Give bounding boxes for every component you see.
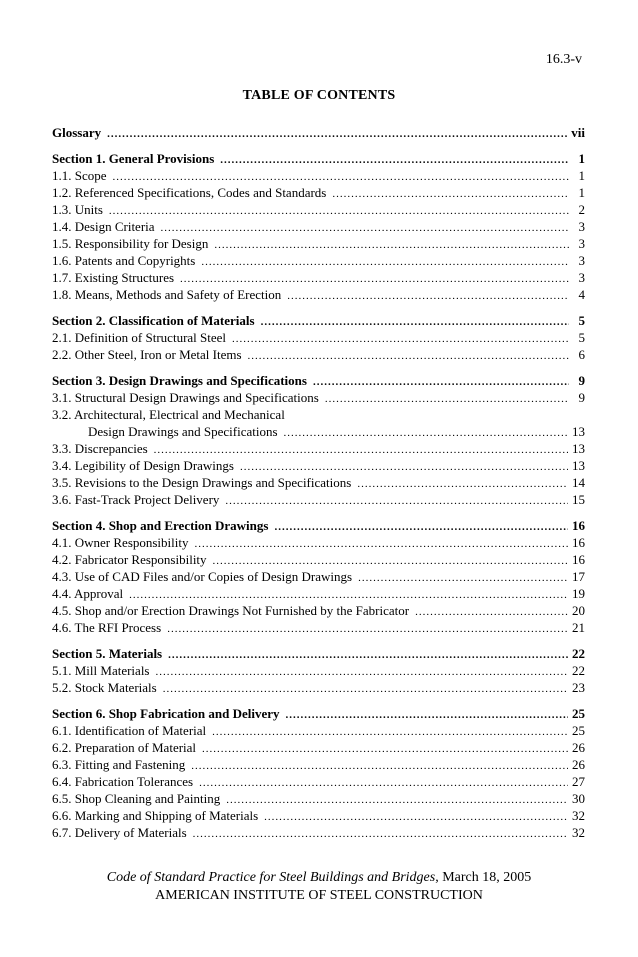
toc-entry-page: 21 [572, 620, 585, 635]
toc-entry-label: 4.5. Shop and/or Erection Drawings Not Furnished by the Fabricator [52, 603, 410, 618]
dot-leader [415, 604, 568, 619]
toc-entry-page: 13 [572, 441, 585, 456]
toc-entry [52, 184, 585, 201]
toc-entry-label: 6.1. Identification of Material [52, 723, 207, 738]
toc-entry-label: 4.3. Use of CAD Files and/or Copies of Design Drawings [52, 569, 353, 584]
dot-leader [332, 186, 569, 201]
toc-section-heading [52, 645, 585, 662]
dot-leader [156, 664, 569, 679]
toc-entry-label: 1.1. Scope [52, 168, 107, 183]
toc-entry-label: 1.6. Patents and Copyrights [52, 253, 196, 268]
toc-entry-label: 4.2. Fabricator Responsibility [52, 552, 207, 567]
toc-entry [52, 201, 585, 218]
toc-entry-label: 3.3. Discrepancies [52, 441, 148, 456]
toc-entry-page: 1 [578, 185, 585, 200]
toc-entry [52, 585, 585, 602]
toc-entry-page: 16 [572, 552, 585, 567]
toc-entry-page: 26 [572, 757, 585, 772]
toc-entry-page: 27 [572, 774, 585, 789]
toc-section-heading [52, 517, 585, 534]
dot-leader [201, 254, 569, 269]
dot-leader [313, 374, 569, 389]
dot-leader [154, 442, 568, 457]
dot-leader [168, 647, 568, 662]
toc-entry-page: 32 [572, 808, 585, 823]
toc-entry [52, 440, 585, 457]
toc-entry-page: 25 [572, 706, 585, 721]
section-gap [52, 696, 585, 705]
toc-entry-page: 15 [572, 492, 585, 507]
section-gap [52, 363, 585, 372]
toc-entry-label: 1.4. Design Criteria [52, 219, 155, 234]
dot-leader [113, 169, 569, 184]
toc-entry-page: 17 [572, 569, 585, 584]
dot-leader [193, 826, 568, 841]
dot-leader [167, 621, 568, 636]
toc-entry [52, 167, 585, 184]
toc-entry-page: 1 [578, 151, 585, 166]
dot-leader [284, 425, 568, 440]
toc-entry [52, 346, 585, 363]
toc-entry [52, 269, 585, 286]
dot-leader [220, 152, 569, 167]
toc-entry [52, 235, 585, 252]
toc-entry-page: 9 [578, 390, 585, 405]
toc-entry [52, 491, 585, 508]
dot-leader [248, 348, 569, 363]
toc-entry-page: 2 [578, 202, 585, 217]
toc-entry [52, 756, 585, 773]
toc-entry-label: Design Drawings and Specifications [88, 424, 278, 439]
toc-entry-page: 13 [572, 424, 585, 439]
dot-leader [199, 775, 568, 790]
toc-entry [52, 457, 585, 474]
toc-entry-page: 1 [578, 168, 585, 183]
toc-section-heading [52, 372, 585, 389]
toc-entry [52, 722, 585, 739]
footer-book-title: Code of Standard Practice for Steel Buildings and Bridges [106, 870, 436, 885]
dot-leader [287, 288, 569, 303]
toc-entry-page: 22 [572, 646, 585, 661]
dot-leader [325, 391, 569, 406]
dot-leader [180, 271, 569, 286]
toc-entry-page: 6 [578, 347, 585, 362]
toc-entry [52, 329, 585, 346]
toc-entry [52, 406, 585, 423]
dot-leader [358, 570, 568, 585]
toc-entry-label: Section 1. General Provisions [52, 151, 215, 166]
toc-entry [52, 679, 585, 696]
footer-date: , March 18, 2005 [435, 870, 532, 885]
toc-entry-page: 32 [572, 825, 585, 840]
toc-entry-label: 6.3. Fitting and Fastening [52, 757, 186, 772]
toc-entry [52, 534, 585, 551]
section-gap [52, 508, 585, 517]
toc-entry-page: 5 [578, 313, 585, 328]
dot-leader [261, 314, 569, 329]
dot-leader [161, 220, 569, 235]
toc-entry-label: 4.1. Owner Responsibility [52, 535, 189, 550]
toc-section-heading [52, 150, 585, 167]
toc-section-heading [52, 312, 585, 329]
toc-entry-page: 14 [572, 475, 585, 490]
toc-entry-page: 26 [572, 740, 585, 755]
toc-entry-label: 1.3. Units [52, 202, 103, 217]
toc-entry-page: vii [571, 125, 585, 140]
toc-entry-label: 3.1. Structural Design Drawings and Specifications [52, 390, 319, 405]
toc-entry-label: Section 5. Materials [52, 646, 163, 661]
page-number: 16.3-v [545, 52, 582, 67]
toc-entry [52, 790, 585, 807]
toc-entry [52, 551, 585, 568]
toc-entry-label: 4.4. Approval [52, 586, 124, 601]
toc-entry [52, 807, 585, 824]
toc-entry-page: 4 [578, 287, 585, 302]
toc-entry [52, 824, 585, 841]
toc-entry [52, 602, 585, 619]
section-gap [52, 636, 585, 645]
toc-entry [52, 773, 585, 790]
toc-entry-label: 6.6. Marking and Shipping of Materials [52, 808, 259, 823]
toc-entry-label: Section 4. Shop and Erection Drawings [52, 518, 269, 533]
toc-glossary-entry [52, 124, 585, 141]
toc-entry-page: 3 [578, 236, 585, 251]
dot-leader [357, 476, 568, 491]
dot-leader [225, 493, 568, 508]
toc-entry-label: 3.5. Revisions to the Design Drawings and Specifications [52, 475, 352, 490]
toc-entry-page: 3 [578, 253, 585, 268]
dot-leader [240, 459, 568, 474]
toc-entry-label: 5.2. Stock Materials [52, 680, 157, 695]
toc-entry-page: 13 [572, 458, 585, 473]
dot-leader [213, 553, 568, 568]
section-gap [52, 303, 585, 312]
section-gap [52, 141, 585, 150]
toc-entry-label: 6.7. Delivery of Materials [52, 825, 187, 840]
dot-leader [107, 126, 567, 141]
footer-publisher: AMERICAN INSTITUTE OF STEEL CONSTRUCTION [155, 888, 483, 903]
toc-entry [52, 252, 585, 269]
toc-entry-page: 3 [578, 270, 585, 285]
toc-entry-label: 6.4. Fabrication Tolerances [52, 774, 194, 789]
toc-entry [52, 474, 585, 491]
dot-leader [163, 681, 568, 696]
dot-leader [109, 203, 569, 218]
toc-entry [52, 619, 585, 636]
toc-entry-label: 1.2. Referenced Specifications, Codes and Standards [52, 185, 327, 200]
toc-section-heading [52, 705, 585, 722]
toc-entry-label: Section 2. Classification of Materials [52, 313, 255, 328]
toc-entry-label: 1.7. Existing Structures [52, 270, 175, 285]
dot-leader [286, 707, 568, 722]
toc-entry-page: 3 [578, 219, 585, 234]
toc-entry-label: 3.4. Legibility of Design Drawings [52, 458, 234, 473]
toc-entry [52, 568, 585, 585]
toc-entry-label: 1.5. Responsibility for Design [52, 236, 209, 251]
toc-entry-label: 3.2. Architectural, Electrical and Mechanical [52, 407, 285, 422]
toc-entry [52, 423, 585, 440]
toc-entry-page: 16 [572, 518, 585, 533]
toc-entry-page: 30 [572, 791, 585, 806]
toc-entry-page: 16 [572, 535, 585, 550]
toc-entry [52, 739, 585, 756]
toc-entry [52, 218, 585, 235]
toc-entry [52, 389, 585, 406]
toc-entry-page: 5 [578, 330, 585, 345]
toc-entry-page: 23 [572, 680, 585, 695]
toc-title: TABLE OF CONTENTS [242, 88, 396, 103]
toc-entry-page: 25 [572, 723, 585, 738]
toc-entry-page: 22 [572, 663, 585, 678]
dot-leader [274, 519, 568, 534]
table-of-contents [52, 124, 585, 841]
dot-leader [232, 331, 569, 346]
toc-entry-label: 2.1. Definition of Structural Steel [52, 330, 227, 345]
toc-entry-label: 4.6. The RFI Process [52, 620, 162, 635]
toc-entry-label: 3.6. Fast-Track Project Delivery [52, 492, 220, 507]
dot-leader [195, 536, 569, 551]
toc-entry [52, 662, 585, 679]
dot-leader [264, 809, 568, 824]
toc-entry-page: 9 [578, 373, 585, 388]
dot-leader [214, 237, 569, 252]
dot-leader [202, 741, 568, 756]
toc-entry-label: 2.2. Other Steel, Iron or Metal Items [52, 347, 242, 362]
toc-entry-page: 19 [572, 586, 585, 601]
toc-entry-label: 1.8. Means, Methods and Safety of Erection [52, 287, 282, 302]
footer-citation [0, 870, 638, 886]
toc-entry-label: Glossary [52, 125, 102, 140]
toc-entry-label: 6.5. Shop Cleaning and Painting [52, 791, 221, 806]
dot-leader [212, 724, 568, 739]
toc-entry-label: Section 6. Shop Fabrication and Delivery [52, 706, 280, 721]
toc-entry-label: Section 3. Design Drawings and Specifications [52, 373, 307, 388]
toc-entry [52, 286, 585, 303]
toc-entry-label: 6.2. Preparation of Material [52, 740, 197, 755]
toc-entry-label: 5.1. Mill Materials [52, 663, 150, 678]
toc-entry-page: 20 [572, 603, 585, 618]
dot-leader [191, 758, 568, 773]
dot-leader [226, 792, 568, 807]
dot-leader [129, 587, 568, 602]
